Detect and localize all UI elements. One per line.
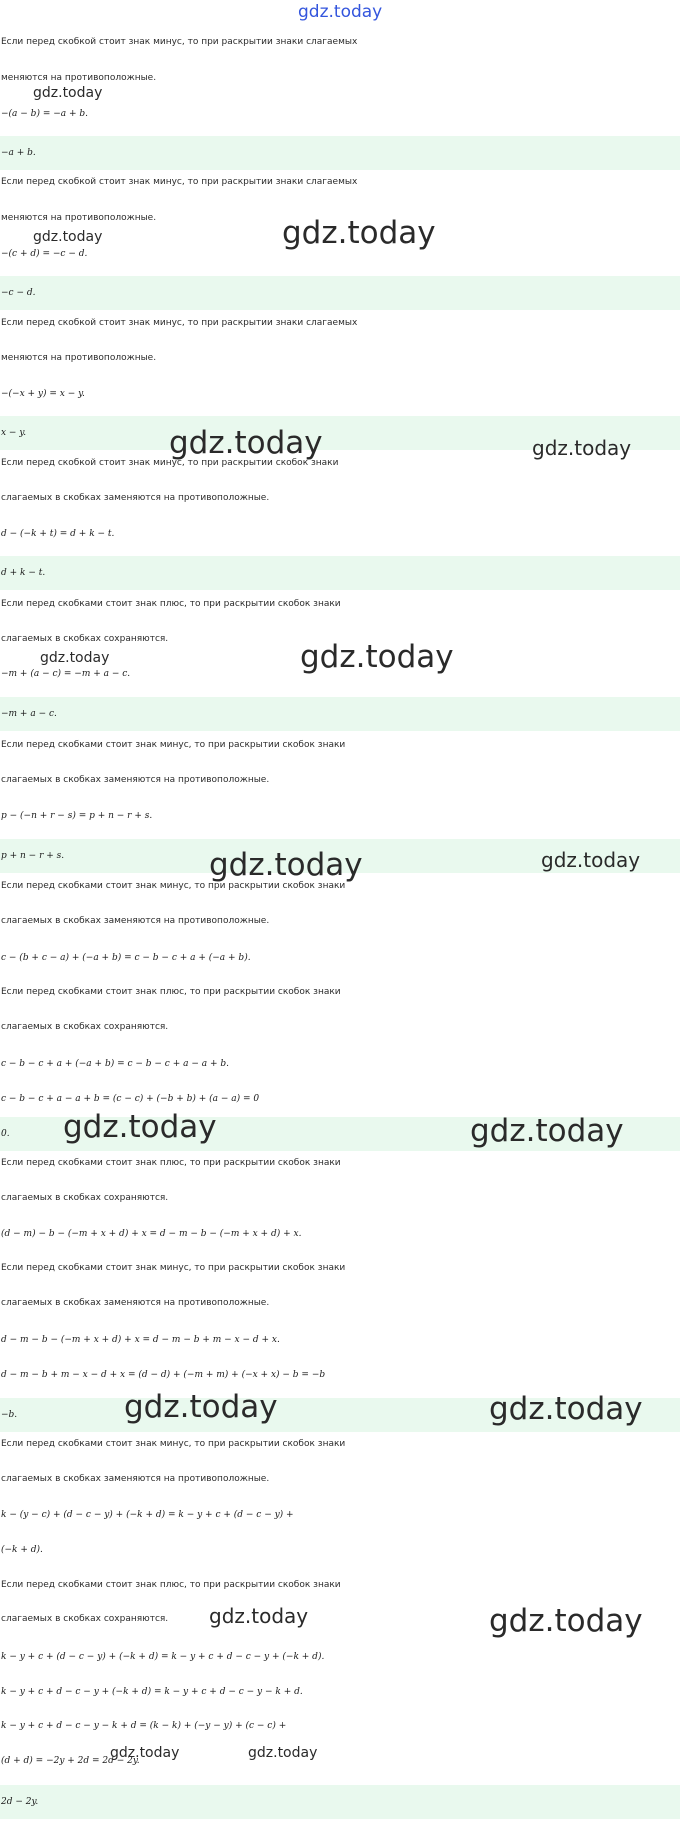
watermark-text: gdz.today [470, 1113, 624, 1149]
explanation-line: Если перед скобками стоит знак минус, то при раскрытии скобок знаки [1, 740, 346, 750]
explanation-line: слагаемых в скобках сохраняются. [1, 1193, 169, 1203]
explanation-line: меняются на противоположные. [1, 73, 157, 83]
explanation-line: слагаемых в скобках заменяются на противоположные. [1, 1298, 270, 1308]
explanation-line: Если перед скобкой стоит знак минус, то при раскрытии скобок знаки [1, 458, 339, 468]
header-watermark: gdz.today [298, 2, 383, 22]
math-line: (d + d) = −2y + 2d = 2d − 2y. [1, 1756, 140, 1766]
explanation-line: слагаемых в скобках заменяются на противоположные. [1, 775, 270, 785]
watermark-text: gdz.today [63, 1109, 217, 1145]
watermark-text: gdz.today [124, 1389, 278, 1425]
watermark-text: gdz.today [282, 215, 436, 251]
watermark-text: gdz.today [33, 229, 103, 245]
math-line: (−k + d). [1, 1545, 43, 1555]
explanation-line: Если перед скобками стоит знак плюс, то при раскрытии скобок знаки [1, 1580, 341, 1590]
math-line: −(c + d) = −c − d. [1, 249, 88, 259]
math-line: d − m − b + m − x − d + x = (d − d) + (−m + m) + (−x + x) − b = −b [1, 1370, 326, 1380]
answer-line: −a + b. [0, 136, 680, 170]
explanation-line: Если перед скобками стоит знак минус, то при раскрытии скобок знаки [1, 881, 346, 891]
watermark-text: gdz.today [489, 1603, 643, 1639]
explanation-line: слагаемых в скобках сохраняются. [1, 634, 169, 644]
math-line: k − y + c + (d − c − y) + (−k + d) = k − y + c + d − c − y + (−k + d). [1, 1652, 325, 1662]
math-line: k − y + c + d − c − y + (−k + d) = k − y + c + d − c − y − k + d. [1, 1687, 303, 1697]
watermark-text: gdz.today [40, 650, 110, 666]
explanation-line: меняются на противоположные. [1, 213, 157, 223]
watermark-text: gdz.today [209, 1604, 309, 1628]
math-line: −(a − b) = −a + b. [1, 109, 89, 119]
explanation-line: Если перед скобкой стоит знак минус, то при раскрытии знаки слагаемых [1, 177, 358, 187]
math-line: p − (−n + r − s) = p + n − r + s. [1, 811, 153, 821]
answer-line: d + k − t. [0, 556, 680, 590]
math-line: d − (−k + t) = d + k − t. [1, 529, 115, 539]
answer-line: 2d − 2y. [0, 1785, 680, 1819]
explanation-line: слагаемых в скобках заменяются на противоположные. [1, 1474, 270, 1484]
answer-line: −c − d. [0, 276, 680, 310]
watermark-text: gdz.today [300, 639, 454, 675]
explanation-line: Если перед скобками стоит знак плюс, то при раскрытии скобок знаки [1, 1158, 341, 1168]
explanation-line: Если перед скобкой стоит знак минус, то при раскрытии знаки слагаемых [1, 37, 358, 47]
explanation-line: Если перед скобками стоит знак минус, то при раскрытии скобок знаки [1, 1263, 346, 1273]
watermark-text: gdz.today [248, 1745, 318, 1761]
math-line: c − b − c + a + (−a + b) = c − b − c + a − a + b. [1, 1059, 229, 1069]
explanation-line: Если перед скобками стоит знак плюс, то при раскрытии скобок знаки [1, 987, 341, 997]
watermark-text: gdz.today [169, 425, 323, 461]
math-line: −m + (a − c) = −m + a − c. [1, 669, 131, 679]
answer-line: p + n − r + s. [0, 839, 680, 873]
answer-line: −m + a − c. [0, 697, 680, 731]
watermark-text: gdz.today [532, 436, 632, 460]
watermark-text: gdz.today [541, 848, 641, 872]
explanation-line: слагаемых в скобках заменяются на противоположные. [1, 916, 270, 926]
answer-line: 0. [0, 1117, 680, 1151]
explanation-line: слагаемых в скобках сохраняются. [1, 1022, 169, 1032]
math-line: (d − m) − b − (−m + x + d) + x = d − m − b − (−m + x + d) + x. [1, 1229, 302, 1239]
explanation-line: Если перед скобкой стоит знак минус, то при раскрытии знаки слагаемых [1, 318, 358, 328]
answer-line: x − y. [0, 416, 680, 450]
explanation-line: Если перед скобками стоит знак минус, то при раскрытии скобок знаки [1, 1439, 346, 1449]
explanation-line: меняются на противоположные. [1, 353, 157, 363]
watermark-text: gdz.today [209, 847, 363, 883]
math-line: k − (y − c) + (d − c − y) + (−k + d) = k − y + c + (d − c − y) + [1, 1510, 294, 1520]
math-line: d − m − b − (−m + x + d) + x = d − m − b + m − x − d + x. [1, 1335, 280, 1345]
math-line: c − b − c + a − a + b = (c − c) + (−b + b) + (a − a) = 0 [1, 1094, 260, 1104]
watermark-text: gdz.today [110, 1745, 180, 1761]
answer-line: −b. [0, 1398, 680, 1432]
watermark-text: gdz.today [33, 85, 103, 101]
math-line: k − y + c + d − c − y − k + d = (k − k) + (−y − y) + (c − c) + [1, 1721, 287, 1731]
explanation-line: слагаемых в скобках заменяются на противоположные. [1, 493, 270, 503]
explanation-line: Если перед скобками стоит знак плюс, то при раскрытии скобок знаки [1, 599, 341, 609]
explanation-line: слагаемых в скобках сохраняются. [1, 1614, 169, 1624]
math-line: −(−x + y) = x − y. [1, 389, 85, 399]
math-line: c − (b + c − a) + (−a + b) = c − b − c + a + (−a + b). [1, 953, 251, 963]
watermark-text: gdz.today [489, 1391, 643, 1427]
